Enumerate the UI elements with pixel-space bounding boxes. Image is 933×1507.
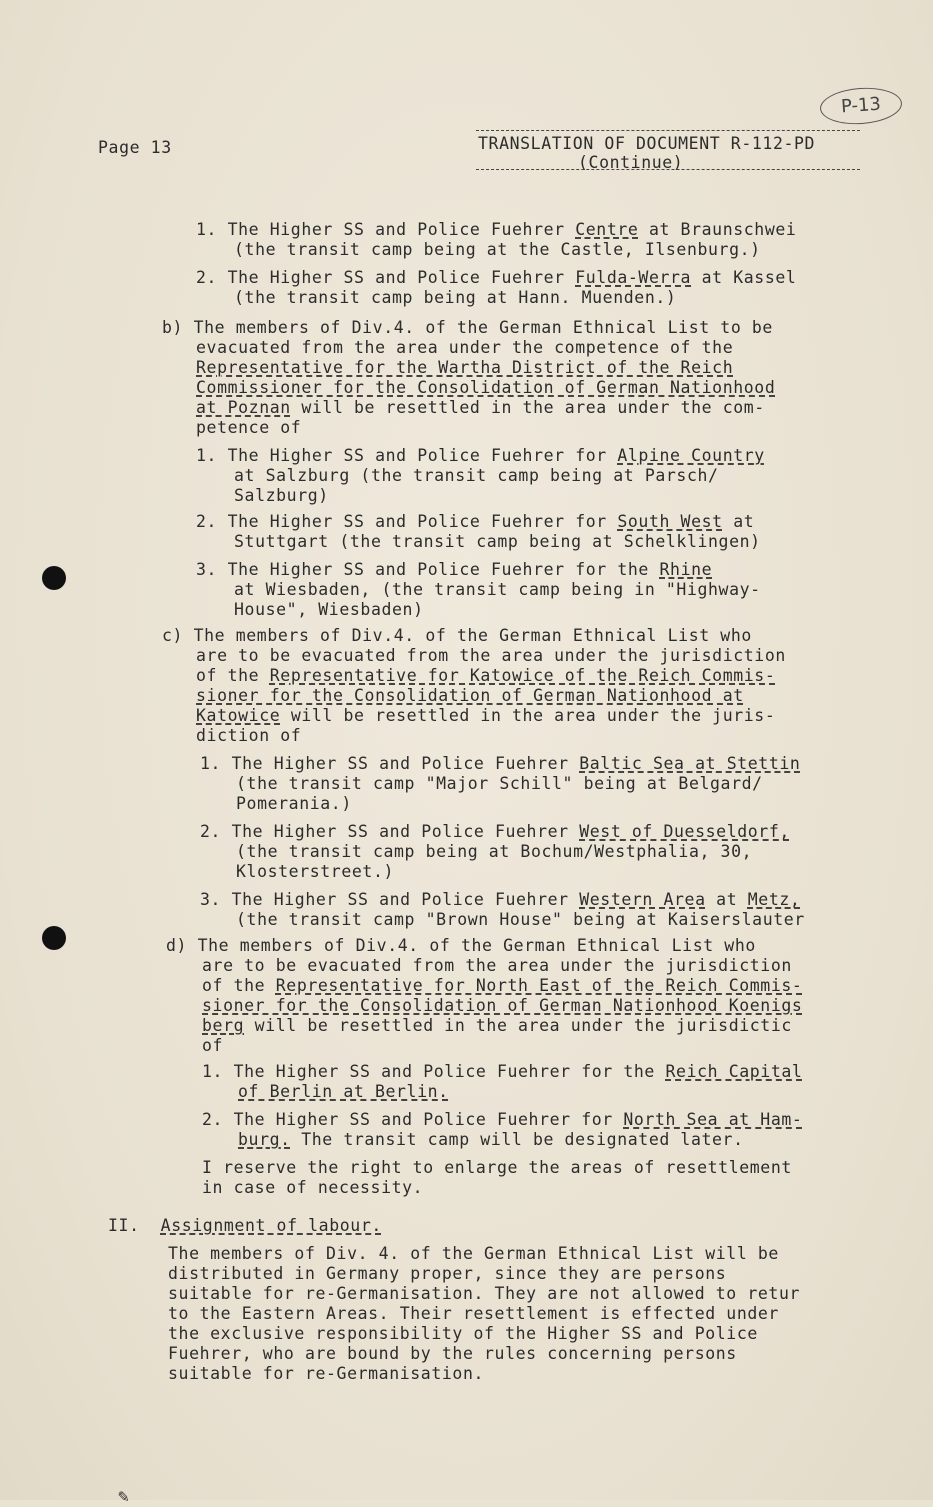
line-text: 2. The Higher SS and Police Fuehrer [196,268,576,287]
line-text: 1. The Higher SS and Police Fuehrer for the [202,1062,666,1081]
text-line [202,976,802,996]
underlined-text: burg. [238,1130,291,1149]
underlined-text: Katowice [196,706,281,725]
text-line [196,418,301,438]
underlined-text: Reich Capital [665,1062,803,1081]
text-line [168,1264,726,1284]
line-text: d) The members of Div.4. of the German Ethnical List who [166,936,756,955]
line-text: are to be evacuated from the area under the jurisdiction [196,646,786,665]
underlined-text: Western Area [579,890,706,909]
text-line [166,936,756,956]
line-text: 1. The Higher SS and Police Fuehrer [196,220,576,239]
text-line [168,1344,737,1364]
document-title: TRANSLATION OF DOCUMENT R-112-PD [478,134,816,153]
line-text: c) The members of Div.4. of the German Ethnical List who [162,626,752,645]
text-line [196,268,796,288]
title-top-rule [476,130,860,131]
line-text: Stuttgart (the transit camp being at Schelklingen) [234,532,761,551]
page-label: Page 13 [98,138,172,157]
punch-hole-bottom [42,926,66,950]
line-text: Pomerania.) [236,794,352,813]
underlined-text: sioner for the Consolidation of German Nationhood at [196,686,744,705]
text-line [200,822,790,842]
line-text: distributed in Germany proper, since they are persons [168,1264,727,1283]
text-line [196,512,754,532]
document-subtitle: (Continue) [578,153,684,172]
line-text: evacuated from the area under the competence of the [196,338,734,357]
text-line [196,666,775,686]
underlined-text: Centre [575,220,639,239]
underlined-text: Representative for the Wartha District of the Reich [196,358,734,377]
underlined-text: Metz, [747,890,801,909]
line-text: at [705,890,748,909]
line-text: will be resettled in the area under the jurisdictic [244,1016,792,1035]
text-line [200,754,800,774]
text-line [200,890,800,910]
underlined-text: Rhine [659,560,713,579]
line-text: will be resettled in the area under the juris- [280,706,776,725]
line-text: (the transit camp being at Bochum/Westphalia, 30, [236,842,753,861]
text-line [196,398,765,418]
text-line [202,1158,792,1178]
text-line [202,1178,423,1198]
line-text: at Wiesbaden, (the transit camp being in "Highway- [234,580,761,599]
text-line [196,686,744,706]
underlined-text: sioner for the Consolidation of German Nationhood Koenigs [202,996,803,1015]
line-text: (the transit camp "Major Schill" being at Belgard/ [236,774,763,793]
underlined-text: Alpine Country [617,446,765,465]
line-text: 3. The Higher SS and Police Fuehrer [200,890,580,909]
text-line [234,240,761,260]
line-text: The members of Div. 4. of the German Ethnical List will be [168,1244,779,1263]
text-line [236,862,394,882]
text-line [234,532,761,552]
line-text: at Salzburg (the transit camp being at Parsch/ [234,466,719,485]
line-text: 2. The Higher SS and Police Fuehrer [200,822,580,841]
text-line [168,1324,758,1344]
text-line [234,486,329,506]
underlined-text: North Sea at Ham- [623,1110,803,1129]
line-text: I reserve the right to enlarge the areas of resettlement [202,1158,792,1177]
text-line [196,726,301,746]
line-text: (the transit camp "Brown House" being at Kaiserslauter [236,910,805,929]
line-text: suitable for re-Germanisation. [168,1364,485,1383]
line-text: Klosterstreet.) [236,862,395,881]
line-text: in case of necessity. [202,1178,424,1197]
line-text: Fuehrer, who are bound by the rules concerning persons [168,1344,737,1363]
line-text: House", Wiesbaden) [234,600,424,619]
line-text: the exclusive responsibility of the Higher SS and Police [168,1324,758,1343]
line-text: at Braunschwei [638,220,797,239]
underlined-text: of Berlin at Berlin. [238,1082,449,1101]
line-text: to the Eastern Areas. Their resettlement is effected under [168,1304,779,1323]
text-line [236,910,805,930]
text-line [168,1364,484,1384]
underlined-text: berg [202,1016,245,1035]
line-text: (the transit camp being at the Castle, Ilsenburg.) [234,240,761,259]
text-line [202,1110,802,1130]
line-text: II. [108,1216,161,1235]
title-bottom-rule [476,169,860,170]
text-line [168,1244,779,1264]
line-text: Salzburg) [234,486,329,505]
line-text: of the [196,666,270,685]
line-text: of [202,1036,224,1055]
underlined-text: West of Duesseldorf, [579,822,790,841]
text-line [236,842,752,862]
line-text: The transit camp will be designated later. [290,1130,744,1149]
line-text: 2. The Higher SS and Police Fuehrer for [196,512,618,531]
line-text: diction of [196,726,302,745]
line-text: will be resettled in the area under the com- [290,398,765,417]
text-line [196,706,775,726]
line-text: at [722,512,755,531]
text-line [196,338,733,358]
line-text: 3. The Higher SS and Police Fuehrer for the [196,560,660,579]
text-line [168,1304,779,1324]
text-line [234,600,424,620]
text-line [196,446,765,466]
text-line [234,580,761,600]
line-text: suitable for re-Germanisation. They are not allowed to retur [168,1284,801,1303]
line-text: petence of [196,418,302,437]
text-line [162,318,773,338]
line-text: 2. The Higher SS and Police Fuehrer for [202,1110,624,1129]
line-text: 1. The Higher SS and Police Fuehrer [200,754,580,773]
underlined-text: at Poznan [196,398,291,417]
text-line [168,1284,800,1304]
underlined-text: Representative for Katowice of the Reich Commis- [269,666,776,685]
text-line [196,220,796,240]
text-line [196,358,733,378]
text-line [202,956,792,976]
text-line [236,774,763,794]
page-stamp: P-13 [819,85,903,127]
underlined-text: Assignment of labour. [160,1216,382,1235]
text-line [196,560,712,580]
text-line [196,646,786,666]
punch-hole-top [42,566,66,590]
line-text: b) The members of Div.4. of the German Ethnical List to be [162,318,773,337]
text-line [162,626,752,646]
line-text: are to be evacuated from the area under the jurisdiction [202,956,792,975]
underlined-text: Representative for North East of the Reich Commis- [275,976,803,995]
line-text: of the [202,976,276,995]
text-line [196,378,775,398]
text-line [234,466,719,486]
line-text: (the transit camp being at Hann. Muenden.) [234,288,677,307]
underlined-text: Baltic Sea at Stettin [579,754,801,773]
text-line [202,1016,792,1036]
text-line [234,288,676,308]
text-line [236,794,352,814]
underlined-text: South West [617,512,723,531]
text-line [108,1216,382,1236]
underlined-text: Commissioner for the Consolidation of German Nationhood [196,378,776,397]
text-line [202,1036,223,1056]
edge-mark: ✎ [118,1486,129,1507]
line-text: 1. The Higher SS and Police Fuehrer for [196,446,618,465]
text-line [202,996,802,1016]
text-line [202,1062,802,1082]
text-line [238,1130,744,1150]
text-line [238,1082,449,1102]
line-text: at Kassel [691,268,797,287]
underlined-text: Fulda-Werra [575,268,692,287]
